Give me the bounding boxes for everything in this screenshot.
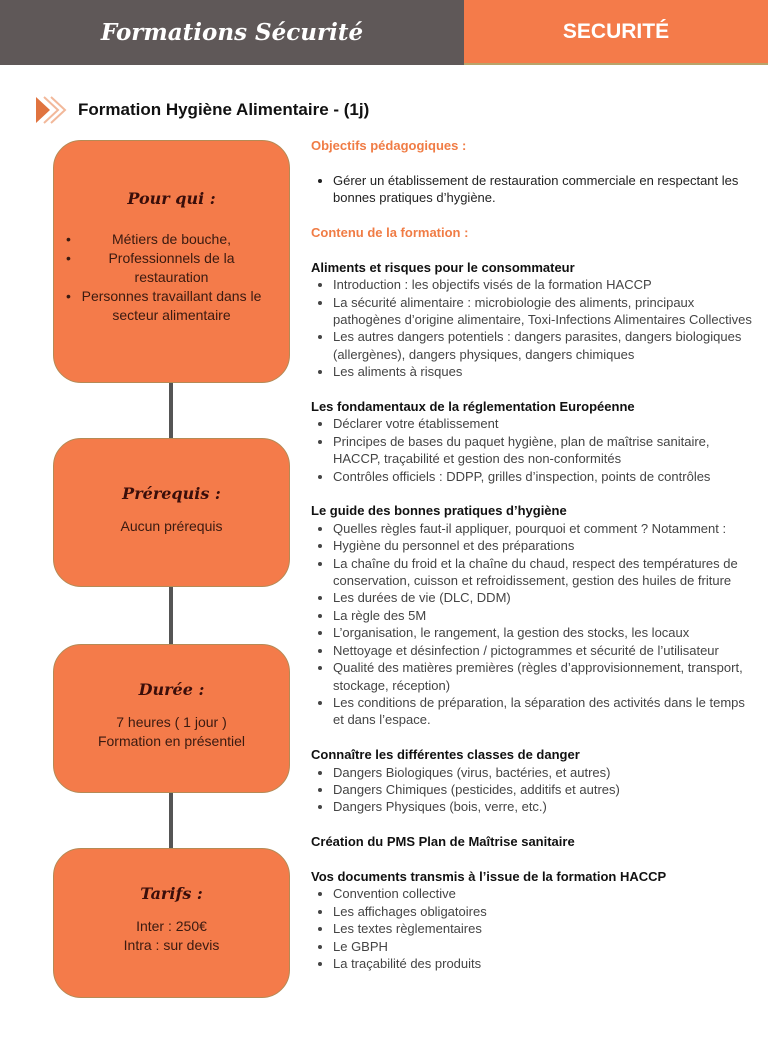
duree-text: 7 heures ( 1 jour ) (116, 714, 227, 730)
section-item: • Quelles règles faut-il appliquer, pourquoi et comment ? Notamment : (333, 520, 756, 537)
box-pour-qui (53, 140, 290, 383)
section-item: • Les textes règlementaires (333, 920, 756, 937)
box-tarifs (53, 848, 290, 998)
box-title: Durée : (138, 680, 205, 699)
section-item: • Les autres dangers potentiels : dangers parasites, dangers biologiques (allergènes), dangers physiques, dangers chimiques (333, 328, 756, 363)
box-title: Tarifs : (140, 884, 203, 903)
section-item: • Les aliments à risques (333, 363, 756, 380)
audience-item: • Professionnels de la restauration (62, 249, 281, 287)
formation-title: Formation Hygiène Alimentaire - (1j) (78, 100, 370, 119)
audience-item: • Personnes travaillant dans le secteur alimentaire (62, 287, 281, 325)
box-title: Prérequis : (122, 484, 221, 503)
box-duree (53, 644, 290, 793)
formation-heading (34, 95, 369, 125)
section-item: • La traçabilité des produits (333, 955, 756, 972)
section-item: • Le GBPH (333, 938, 756, 955)
double-arrow-icon (34, 95, 70, 125)
section-item: • Les affichages obligatoires (333, 903, 756, 920)
header-category: SECURITÉ (464, 0, 768, 65)
section-item: • Dangers Biologiques (virus, bactéries, et autres) (333, 764, 756, 781)
section-item: • Nettoyage et désinfection / pictogrammes et sécurité de l’utilisateur (333, 642, 756, 659)
content-column (311, 137, 756, 972)
tarif-intra: Intra : sur devis (123, 937, 220, 953)
section-title: Connaître les différentes classes de danger (311, 747, 580, 763)
section-title: Les fondamentaux de la réglementation Européenne (311, 399, 635, 415)
box-prerequis (53, 438, 290, 587)
objectif-item: • Gérer un établissement de restauration commerciale en respectant les bonnes pratiques d’hygiène. (333, 172, 756, 207)
box-title: Pour qui : (127, 189, 216, 208)
section-item: • La chaîne du froid et la chaîne du chaud, respect des températures de conservation, cuisson et refroidissement, gestion des huiles de friture (333, 555, 756, 590)
section-item: • La règle des 5M (333, 607, 756, 624)
section-item: • Qualité des matières premières (règles d’approvisionnement, transport, stockage, réception) (333, 659, 756, 694)
tarif-inter: Inter : 250€ (136, 918, 207, 934)
objectifs-label: Objectifs pédagogiques : (311, 138, 467, 153)
section-item: • L’organisation, le rangement, la gestion des stocks, les locaux (333, 624, 756, 641)
section-item: • Dangers Physiques (bois, verre, etc.) (333, 798, 756, 815)
section-item: • Les durées de vie (DLC, DDM) (333, 589, 756, 606)
section-item: • Hygiène du personnel et des préparations (333, 537, 756, 554)
section-item: • Contrôles officiels : DDPP, grilles d’inspection, points de contrôles (333, 468, 756, 485)
section-item: • Principes de bases du paquet hygiène, plan de maîtrise sanitaire, HACCP, traçabilité et gestion des non-conformités (333, 433, 756, 468)
audience-item: • Métiers de bouche, (62, 230, 281, 249)
section-item: • Dangers Chimiques (pesticides, additifs et autres) (333, 781, 756, 798)
section-title: Aliments et risques pour le consommateur (311, 259, 575, 275)
section-title: Le guide des bonnes pratiques d’hygiène (311, 503, 567, 519)
section-item: • Introduction : les objectifs visés de la formation HACCP (333, 276, 756, 293)
header-title: Formations Sécurité (0, 0, 464, 65)
contenu-label: Contenu de la formation : (311, 225, 469, 240)
prerequis-text: Aucun prérequis (120, 518, 223, 534)
section-item: • La sécurité alimentaire : microbiologie des aliments, principaux pathogènes d’origine alimentaire, Toxi-Infections Alimentaires Collectives (333, 294, 756, 329)
section-item: • Déclarer votre établissement (333, 415, 756, 432)
section-title: Vos documents transmis à l’issue de la formation HACCP (311, 868, 667, 884)
section-item: • Convention collective (333, 885, 756, 902)
section-item: • Les conditions de préparation, la séparation des activités dans le temps et dans l’espace. (333, 694, 756, 729)
section-title: Création du PMS Plan de Maîtrise sanitaire (311, 834, 575, 850)
duree-mode: Formation en présentiel (97, 733, 246, 749)
